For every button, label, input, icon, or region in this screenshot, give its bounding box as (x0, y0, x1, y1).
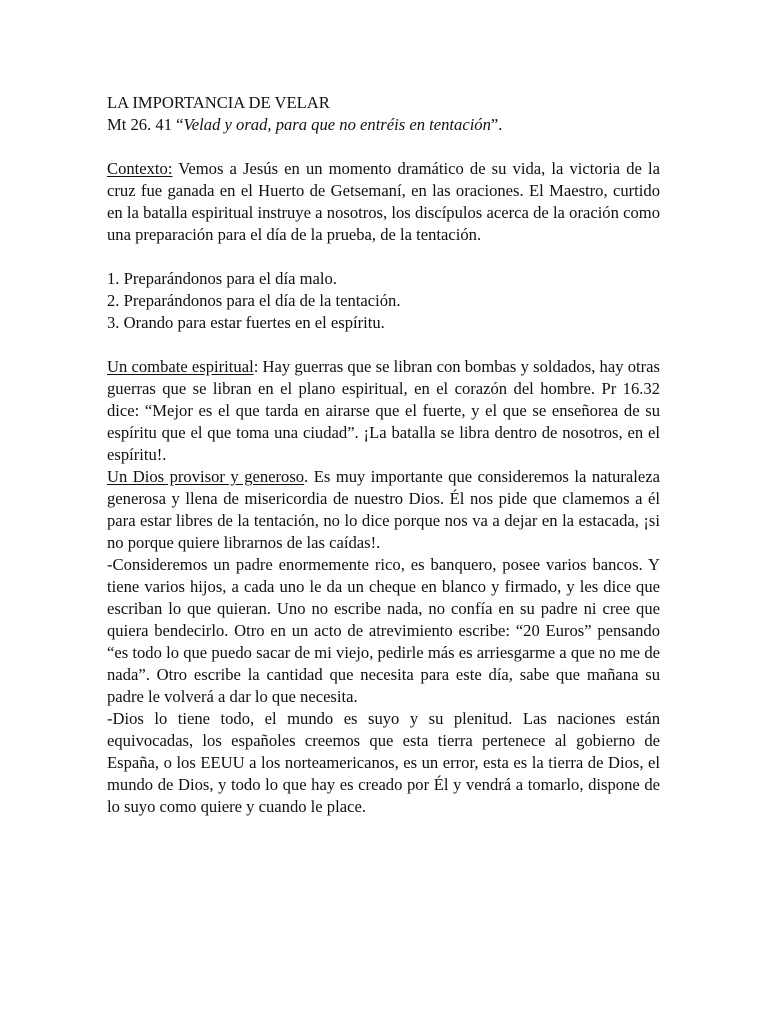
provider-heading: Un Dios provisor y generoso (107, 467, 305, 486)
reference-close-quote: ”. (490, 115, 503, 134)
spacer (107, 136, 660, 158)
combat-text: : Hay guerras que se libran con bombas y soldados, hay otras guerras que se libran en el plano espiritual, en el corazón del hombre. Pr 16.32 dice: “Mejor es el que tarda en airarse que el fuerte, y el que se enseñorea de su espíritu que el que toma una ciudad”. ¡La batalla se libra dentro de nosotros, en el espíritu!. (107, 357, 660, 464)
god-paragraph: -Dios lo tiene todo, el mundo es suyo y su plenitud. Las naciones están equivocadas, los españoles creemos que esta tierra pertenece al gobierno de España, o los EEUU a los norteamericanos, es un error, esta es la tierra de Dios, el mundo de Dios, y todo lo que hay es creado por Él y vendrá a tomarlo, dispone de lo suyo como quiere y cuando le place. (107, 709, 660, 816)
father-paragraph: -Consideremos un padre enormemente rico, es banquero, posee varios bancos. Y tiene varios hijos, a cada uno le da un cheque en blanco y firmado, y les dice que escriban lo que quieran. Uno no escribe nada, no confía en su padre ni cree que quiera bendecirlo. Otro en un acto de atrevimiento escribe: “20 Euros” pensando “es todo lo que puedo sacar de mi viejo, pedirle más es arriesgarme a que no me de nada”. Otro escribe la cantidad que necesita para este día, sabe que mañana su padre le volverá a dar lo que necesita. (107, 555, 660, 706)
document-title (107, 92, 660, 114)
list-item: 1. Preparándonos para el día malo. (107, 269, 337, 288)
context-heading: Contexto: (107, 159, 173, 178)
list-item: 2. Preparándonos para el día de la tentación. (107, 291, 401, 310)
reference-citation: Mt 26. 41 (107, 115, 172, 134)
reference-quote: Velad y orad, para que no entréis en tentación (183, 115, 491, 134)
combat-heading: Un combate espiritual (107, 357, 254, 376)
provider-paragraph (107, 466, 660, 554)
document-page (107, 92, 660, 818)
context-text: Vemos a Jesús en un momento dramático de su vida, la victoria de la cruz fue ganada en el Huerto de Getsemaní, en las oraciones. El Maestro, curtido en la batalla espiritual instruye a nosotros, los discípulos acerca de la oración como una preparación para el día de la prueba, de la tentación. (107, 159, 660, 244)
list-item: 3. Orando para estar fuertes en el espíritu. (107, 313, 385, 332)
bible-reference (107, 114, 660, 136)
spacer (107, 334, 660, 356)
title-text: LA IMPORTANCIA DE VELAR (107, 93, 330, 112)
spacer (107, 246, 660, 268)
combat-paragraph (107, 356, 660, 466)
reference-open-quote: “ (172, 115, 184, 134)
context-paragraph (107, 158, 660, 246)
provider-text: . Es muy importante que consideremos la naturaleza generosa y llena de misericordia de nuestro Dios. Él nos pide que clamemos a él para estar libres de la tentación, no lo dice porque nos va a dejar en la estacada, ¡si no porque quiere librarnos de las caídas!. (107, 467, 660, 552)
